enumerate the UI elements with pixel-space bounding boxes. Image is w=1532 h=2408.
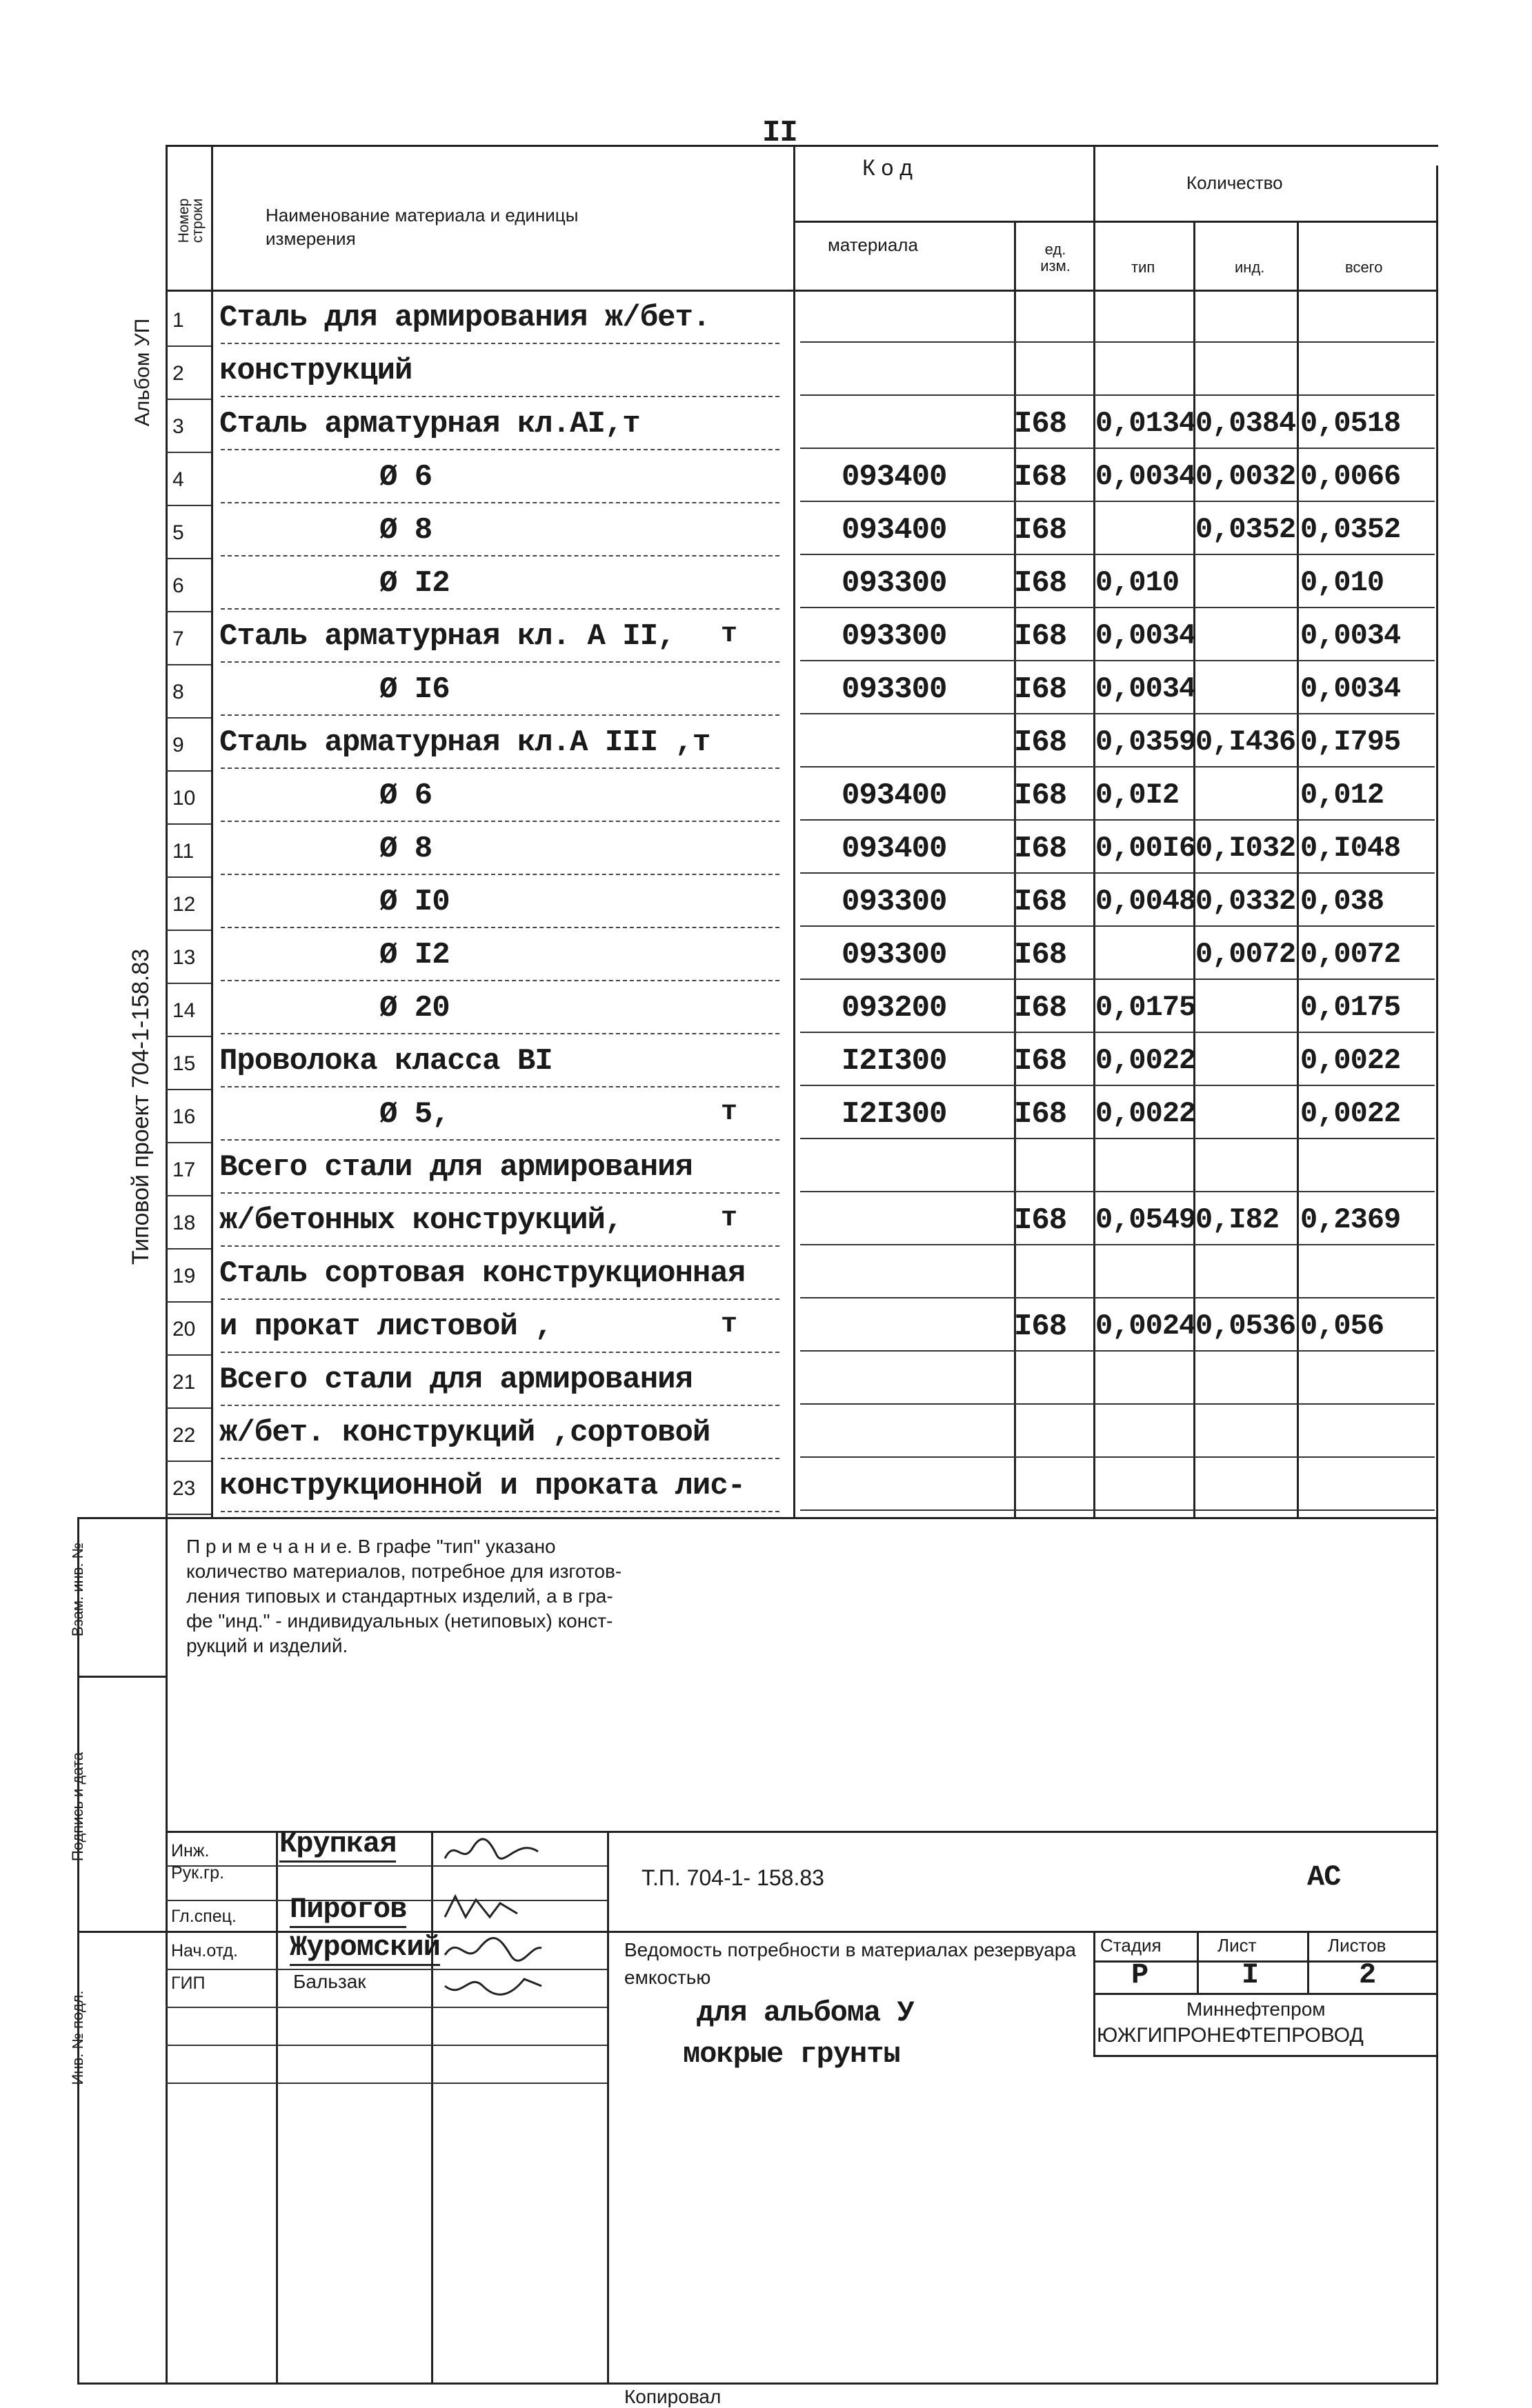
qty-total: 0,0518 — [1300, 407, 1401, 440]
qty-typ: 0,0I2 — [1095, 779, 1180, 812]
row-number: 23 — [172, 1477, 196, 1500]
qty-ind: 0,0352 — [1195, 513, 1296, 546]
table-row — [0, 561, 1532, 614]
qty-typ: 0,0048 — [1095, 885, 1196, 918]
stamp-label-3: Инв. № подл. — [69, 1990, 86, 2085]
unit-t: т — [721, 1203, 737, 1234]
material-code: 093300 — [842, 938, 947, 972]
qty-total: 0,0352 — [1300, 513, 1401, 546]
mark: АС — [1307, 1860, 1341, 1894]
qty-total: 0,0175 — [1300, 991, 1401, 1024]
note-block — [186, 1534, 807, 1658]
table-row — [0, 985, 1532, 1039]
material-name: Всего стали для армирования — [219, 1363, 693, 1397]
material-code: 093400 — [842, 513, 947, 548]
qty-typ: 0,0034 — [1095, 460, 1196, 493]
note-line: рукций и изделий. — [186, 1635, 348, 1656]
material-name: Ø 8 — [379, 832, 432, 866]
header-row-num: Номер строки — [176, 198, 206, 243]
header-qty: Количество — [1186, 172, 1283, 193]
row-number: 6 — [172, 574, 184, 597]
note-line: П р и м е ч а н и е. В графе "тип" указано — [186, 1536, 556, 1557]
doc-title: Ведомость потребности в материалах резервуара емкостью — [624, 1939, 1076, 1988]
table-row — [0, 348, 1532, 401]
row-number: 1 — [172, 309, 184, 332]
org: ЮЖГИПРОНЕФТЕПРОВОД — [1097, 2024, 1364, 2047]
row-number: 19 — [172, 1265, 196, 1287]
qty-ind: 0,I436 — [1195, 725, 1296, 759]
unit-code: I68 — [1014, 725, 1067, 760]
stamp-label-1: Взам. инв. № — [69, 1542, 86, 1637]
name-gip: Бальзак — [293, 1971, 366, 1992]
material-name: конструкционной и проката лис- — [219, 1469, 746, 1503]
row-number: 5 — [172, 521, 184, 544]
qty-ind: 0,0384 — [1195, 407, 1296, 440]
header-unit: ед. изм. — [1040, 241, 1071, 274]
material-name: и прокат листовой , — [219, 1310, 553, 1344]
name-dept-head: Журомский — [290, 1931, 440, 1966]
unit-code: I68 — [1014, 619, 1067, 654]
unit-code: I68 — [1014, 832, 1067, 866]
unit-code: I68 — [1014, 1044, 1067, 1078]
material-name: Ø 20 — [379, 991, 450, 1025]
table-row — [0, 1039, 1532, 1092]
material-code: 093200 — [842, 991, 947, 1025]
note-line: фе "инд." - индивидуальных (нетиповых) конст- — [186, 1610, 613, 1632]
unit-t: т — [721, 1310, 737, 1341]
table-row — [0, 720, 1532, 773]
row-number: 2 — [172, 362, 184, 385]
table-row — [0, 1410, 1532, 1463]
material-name: Сталь сортовая конструкционная — [219, 1256, 746, 1291]
row-number: 9 — [172, 734, 184, 756]
material-name: Сталь для армирования ж/бет. — [219, 301, 710, 335]
qty-total: 0,012 — [1300, 779, 1384, 812]
header-ind: инд. — [1235, 259, 1265, 276]
material-code: I2I300 — [842, 1097, 947, 1132]
material-name: Ø 8 — [379, 513, 432, 548]
material-code: 093300 — [842, 619, 947, 654]
sheets-value: 2 — [1359, 1958, 1376, 1991]
name-chief-spec: Пирогов — [290, 1893, 406, 1928]
role-dept-head: Нач.отд. — [171, 1941, 238, 1960]
row-number: 3 — [172, 415, 184, 438]
table-row — [0, 454, 1532, 508]
qty-total: 0,0066 — [1300, 460, 1401, 493]
qty-typ: 0,0175 — [1095, 991, 1196, 1024]
table-row — [0, 932, 1532, 985]
material-name: Ø I6 — [379, 672, 450, 707]
material-code: I2I300 — [842, 1044, 947, 1078]
qty-ind: 0,0032 — [1195, 460, 1296, 493]
qty-total: 0,0022 — [1300, 1097, 1401, 1130]
qty-ind: 0,0332 — [1195, 885, 1296, 918]
header-code: К о д — [862, 155, 913, 180]
row-number: 15 — [172, 1052, 196, 1075]
signature-1 — [441, 1834, 545, 1869]
material-name: Ø I2 — [379, 566, 450, 601]
unit-code: I68 — [1014, 460, 1067, 494]
material-code: 093300 — [842, 672, 947, 707]
table-row — [0, 401, 1532, 454]
material-name: конструкций — [219, 354, 412, 388]
stage-label: Стадия — [1100, 1935, 1162, 1956]
unit-code: I68 — [1014, 938, 1067, 972]
table-row — [0, 667, 1532, 720]
ground: мокрые грунты — [683, 2038, 900, 2071]
unit-code: I68 — [1014, 1097, 1067, 1132]
qty-ind: 0,0072 — [1195, 938, 1296, 971]
row-number: 13 — [172, 946, 196, 969]
table-row — [0, 1357, 1532, 1410]
material-code: 093400 — [842, 832, 947, 866]
qty-total: 0,056 — [1300, 1310, 1384, 1343]
qty-typ: 0,0549 — [1095, 1203, 1196, 1236]
header-typ: тип — [1131, 259, 1155, 276]
qty-typ: 0,0022 — [1095, 1097, 1196, 1130]
role-engineer: Инж. — [171, 1841, 210, 1860]
material-name: Сталь арматурная кл. А II, — [219, 619, 675, 654]
signature-2 — [441, 1889, 545, 1924]
qty-ind: 0,I82 — [1195, 1203, 1280, 1236]
qty-typ: 0,0022 — [1095, 1044, 1196, 1077]
role-group-lead: Рук.гр. — [171, 1863, 225, 1883]
role-chief-spec: Гл.спец. — [171, 1907, 237, 1926]
material-name: Всего стали для армирования — [219, 1150, 693, 1185]
row-number: 17 — [172, 1158, 196, 1181]
row-number: 12 — [172, 893, 196, 916]
sheet-value: I — [1242, 1958, 1259, 1991]
row-number: 7 — [172, 628, 184, 650]
row-number: 10 — [172, 787, 196, 810]
material-code: 093400 — [842, 460, 947, 494]
header-total: всего — [1345, 259, 1383, 276]
copy-note: Копировал — [624, 2386, 722, 2407]
material-name: ж/бет. конструкций ,сортовой — [219, 1416, 710, 1450]
table-row — [0, 1251, 1532, 1304]
qty-total: 0,I048 — [1300, 832, 1401, 865]
unit-t: т — [721, 1097, 737, 1128]
qty-typ: 0,010 — [1095, 566, 1180, 599]
unit-code: I68 — [1014, 566, 1067, 601]
note-line: ления типовых и стандартных изделий, а в гра- — [186, 1585, 613, 1607]
table-row — [0, 1145, 1532, 1198]
signature-3 — [441, 1934, 545, 1969]
qty-total: 0,0034 — [1300, 619, 1401, 652]
row-number: 18 — [172, 1212, 196, 1234]
material-name: Сталь арматурная кл.А III ,т — [219, 725, 710, 760]
table-row — [0, 1198, 1532, 1251]
row-number: 20 — [172, 1318, 196, 1341]
material-name: Сталь арматурная кл.AI,т — [219, 407, 640, 441]
row-number: 14 — [172, 999, 196, 1022]
designation: Т.П. 704-1- 158.83 — [641, 1865, 824, 1890]
material-name: Проволока класса BI — [219, 1044, 553, 1078]
material-name: Ø 6 — [379, 460, 432, 494]
material-name: Ø I2 — [379, 938, 450, 972]
unit-code: I68 — [1014, 407, 1067, 441]
material-code: 093300 — [842, 566, 947, 601]
table-row — [0, 295, 1532, 348]
sheet-label: Лист — [1217, 1935, 1257, 1956]
table-row — [0, 1463, 1532, 1516]
qty-ind: 0,0536 — [1195, 1310, 1296, 1343]
qty-typ: 0,00I6 — [1095, 832, 1196, 865]
ministry: Миннефтепром — [1186, 1998, 1326, 2020]
header-material: материала — [828, 234, 918, 255]
row-number: 4 — [172, 468, 184, 491]
material-name: Ø 6 — [379, 779, 432, 813]
role-gip: ГИП — [171, 1974, 206, 1993]
note-line: количество материалов, потребное для изготов- — [186, 1561, 622, 1582]
row-number: 16 — [172, 1105, 196, 1128]
header-name: Наименование материала и единицы измерения — [266, 205, 579, 249]
qty-typ: 0,0359 — [1095, 725, 1196, 759]
qty-typ: 0,0134 — [1095, 407, 1196, 440]
table-row — [0, 826, 1532, 879]
qty-ind: 0,I032 — [1195, 832, 1296, 865]
qty-total: 0,010 — [1300, 566, 1384, 599]
table-row — [0, 879, 1532, 932]
material-name: Ø 5, — [379, 1097, 450, 1132]
qty-total: 0,0034 — [1300, 672, 1401, 705]
unit-code: I68 — [1014, 672, 1067, 707]
material-code: 093400 — [842, 779, 947, 813]
qty-typ: 0,0034 — [1095, 619, 1196, 652]
material-name: Ø I0 — [379, 885, 450, 919]
row-number: 21 — [172, 1371, 196, 1394]
unit-code: I68 — [1014, 1203, 1067, 1238]
qty-typ: 0,0034 — [1095, 672, 1196, 705]
table-row — [0, 508, 1532, 561]
sheets-label: Листов — [1328, 1935, 1386, 1956]
qty-total: 0,0022 — [1300, 1044, 1401, 1077]
table-row — [0, 614, 1532, 667]
album-label: Альбом УП — [131, 318, 154, 427]
material-name: ж/бетонных конструкций, — [219, 1203, 623, 1238]
album-name: для альбома У — [697, 1996, 914, 2029]
qty-total: 0,0072 — [1300, 938, 1401, 971]
unit-code: I68 — [1014, 991, 1067, 1025]
qty-total: 0,038 — [1300, 885, 1384, 918]
material-code: 093300 — [842, 885, 947, 919]
row-number: 11 — [172, 840, 195, 863]
unit-t: т — [721, 619, 737, 650]
signature-4 — [441, 1969, 545, 2003]
project-label-text: Типовой проект 704-1-158.83 — [128, 948, 154, 1265]
unit-code: I68 — [1014, 1310, 1067, 1344]
table-row — [0, 1092, 1532, 1145]
table-row — [0, 773, 1532, 826]
row-number: 22 — [172, 1424, 196, 1447]
name-engineer: Крупкая — [279, 1827, 396, 1863]
stage-value: Р — [1131, 1958, 1148, 1991]
unit-code: I68 — [1014, 885, 1067, 919]
page-number: II — [762, 116, 797, 150]
row-number: 8 — [172, 681, 184, 703]
unit-code: I68 — [1014, 513, 1067, 548]
qty-typ: 0,0024 — [1095, 1310, 1196, 1343]
qty-total: 0,2369 — [1300, 1203, 1401, 1236]
stamp-label-2: Подпись и дата — [69, 1752, 86, 1862]
table-row — [0, 1304, 1532, 1357]
qty-total: 0,I795 — [1300, 725, 1401, 759]
unit-code: I68 — [1014, 779, 1067, 813]
